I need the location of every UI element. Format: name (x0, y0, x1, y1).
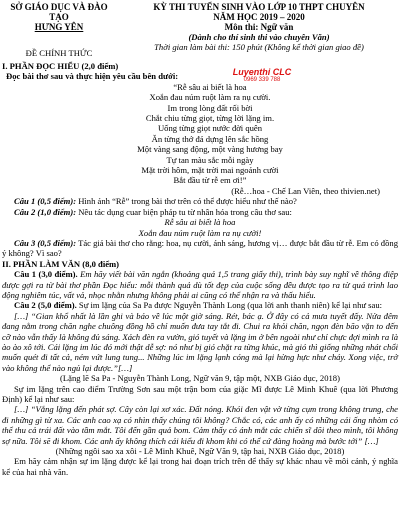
part2-title: II. PHẦN LÀM VĂN (8,0 điểm) (2, 258, 120, 269)
poem-line: Xoắn đau núm ruột làm ra nụ cười. (149, 92, 271, 103)
time-limit: Thời gian làm bài thi: 150 phút (Không kể thời gian giao đề) (154, 42, 364, 52)
closing-instruction: Em hãy cảm nhận sự im lặng được kể lại trong hai đoạn trích trên để thấy sự khác nhau về môi cảnh, ý nghĩa kể của hai nhà văn. (2, 456, 398, 477)
question-3 (2, 238, 398, 259)
excerpt-1-source: (Lặng lẽ Sa Pa - Nguyễn Thành Long, Ngữ văn 9, tập một, NXB Giáo dục, 2018) (60, 373, 340, 384)
excerpt-2-intro: Sự im lặng trên cao điểm Trường Sơn sau một trận bom của giặc Mĩ được Lê Minh Khuê (qua lời Phương Định) kể lại như sau: (2, 383, 398, 404)
essay-1-label: Câu 1 (3,0 điểm). (14, 269, 78, 280)
part1-intro: Đọc bài thơ sau và thực hiện yêu cầu bên dưới: (6, 71, 179, 82)
poem-line: Tự tan màu sắc mỗi ngày (166, 154, 254, 165)
essay-1 (2, 269, 398, 300)
header-right (118, 2, 400, 52)
excerpt-2: […] “Vắng lặng đến phát sợ. Cây còn lại xơ xác. Đất nóng. Khói đen vật vờ từng cụm trong không trung, che đi những gì từ xa. Các anh cao xạ có nhìn thấy chúng tôi không? Chắc có, các anh ấy có những cái ống nhòm có thể thu cả trái đất vào tầm mắt. Tôi đến gần quả bom. Cảm thấy có ánh mắt các chiến sĩ dõi theo mình, tôi không sợ nữa. Tôi sẽ đi khom. Các anh ấy không thích cái kiểu đi khom khi có thể cứ đàng hoàng mà bước tới” […] (2, 404, 398, 446)
official-label: ĐỀ CHÍNH THỨC (25, 48, 93, 58)
poem-line: Uống từng giọt nước đời quên (157, 123, 263, 134)
question-1-text: Hình ảnh “Rễ” trong bài thơ trên có thể được hiểu như thế nào? (76, 196, 297, 207)
question-2-example-line: Xoắn đau núm ruột làm ra nụ cười! (138, 227, 262, 238)
poem-source: (Rễ…hoa - Chế Lan Viên, theo thivien.net) (231, 185, 380, 196)
essay-2 (2, 300, 398, 310)
question-1 (2, 196, 398, 206)
question-2-text: Nêu tác dụng cuar biện pháp tu từ nhân hóa trong câu thơ sau: (76, 206, 292, 217)
excerpt-2-source: (Những ngôi sao xa xôi - Lê Minh Khuê, Ngữ Văn 9, tập hai, NXB Giáo dục, 2018) (55, 446, 345, 457)
school-year: NĂM HỌC 2019 – 2020 (213, 12, 305, 22)
header-left (0, 2, 118, 58)
province-name: HƯNG YÊN (34, 22, 84, 32)
essay-2-text: Sự im lặng của Sa Pa được Nguyễn Thành Long (qua lời anh thanh niên) kể lại như sau: (76, 300, 383, 311)
poem-line: Một vàng sang động, một vàng hương bay (137, 144, 283, 155)
question-2-label: Câu 2 (1,0 điểm): (14, 206, 77, 217)
question-1-label: Câu 1 (0,5 điểm): (14, 196, 77, 207)
poem-line: Im trong lòng đất rối bời (167, 102, 253, 113)
essay-2-label: Câu 2 (5,0 điểm). (14, 300, 77, 311)
essay-1-text: Em hãy viết bài văn ngắn (khoảng quá 1,5 trang giấy thi), trình bày suy nghĩ về thông điệp được gợi ra từ bài thơ phần Đọc hiểu: mỗi thành quả dù tốt đẹp của cuộc sống đều được tạo ra từ quá trình lao động nghiêm túc, vất vả, nhọc nhằn nhưng không phải ai cũng có thể nhận ra và thấu hiểu. (2, 269, 398, 300)
department-name: SỞ GIÁO DỤC VÀ ĐÀO TẠO (10, 2, 108, 22)
poem (2, 82, 398, 186)
exam-title: KỲ THI TUYỂN SINH VÀO LỚP 10 THPT CHUYÊN (153, 2, 365, 12)
poem-line: Bắt đầu từ rễ em ơi!” (173, 175, 247, 186)
poem-line: Mặt trời hôm, mặt trời mai ngoảnh cười (141, 165, 279, 176)
question-2 (2, 207, 398, 217)
poem-line: Ăn từng thớ đá dựng lên sắc hồng (151, 133, 269, 144)
question-2-example-line: Rễ sâu ai biết là hoa (164, 217, 236, 228)
poem-line: “Rễ sâu ai biết là hoa (173, 81, 247, 92)
watermark-phone: 0969 339 788 (243, 77, 281, 83)
exam-body (2, 61, 398, 477)
subject: Môn thi: Ngữ văn (224, 22, 294, 32)
poem-line: Chắt chiu từng giọt, từng lời lặng im. (145, 113, 275, 124)
question-3-text: Tác giả bài thơ cho rằng: hoa, nụ cười, ánh sáng, hương vị… được bắt đầu từ rễ. Em có đồng ý không? Vì sao? (2, 237, 398, 259)
candidate-note: (Dành cho thí sinh thi vào chuyên Văn) (188, 32, 330, 42)
excerpt-1: […] “Gian khổ nhất là lần ghi và báo về lúc một giờ sáng. Rét, bác ạ. Ở đây có cả mưa tuyết đấy. Nửa đêm đang nằm trong chăn nghe chuông đồng hồ chỉ muốn đưa tay tắt đi. Chui ra khỏi chăn, ngọn đèn bão vặn to đến cỡ nào vẫn thấy là không đủ sáng. Xách đèn ra vườn, gió tuyết và lặng im ở bên ngoài như chỉ chực đợi mình ra là ào ào xô tới. Cái lặng im lúc đó mới thật dễ sợ: nó như bị gió chặt ra từng khúc, mà gió thì giống những nhát chổi muốn quét đi tất cả, ném vứt lung tung... Những lúc im lặng lạnh cóng mà lại hừng hực như cháy. Xong việc, trở vào không thể nào ngủ lại được.”[…] (2, 310, 398, 373)
exam-header (0, 2, 400, 58)
watermark-title: Luyenthi CLC (232, 67, 292, 77)
question-3-label: Câu 3 (0,5 điểm): (14, 237, 77, 248)
part1-title: I. PHẦN ĐỌC HIỂU (2,0 điểm) (2, 61, 119, 71)
